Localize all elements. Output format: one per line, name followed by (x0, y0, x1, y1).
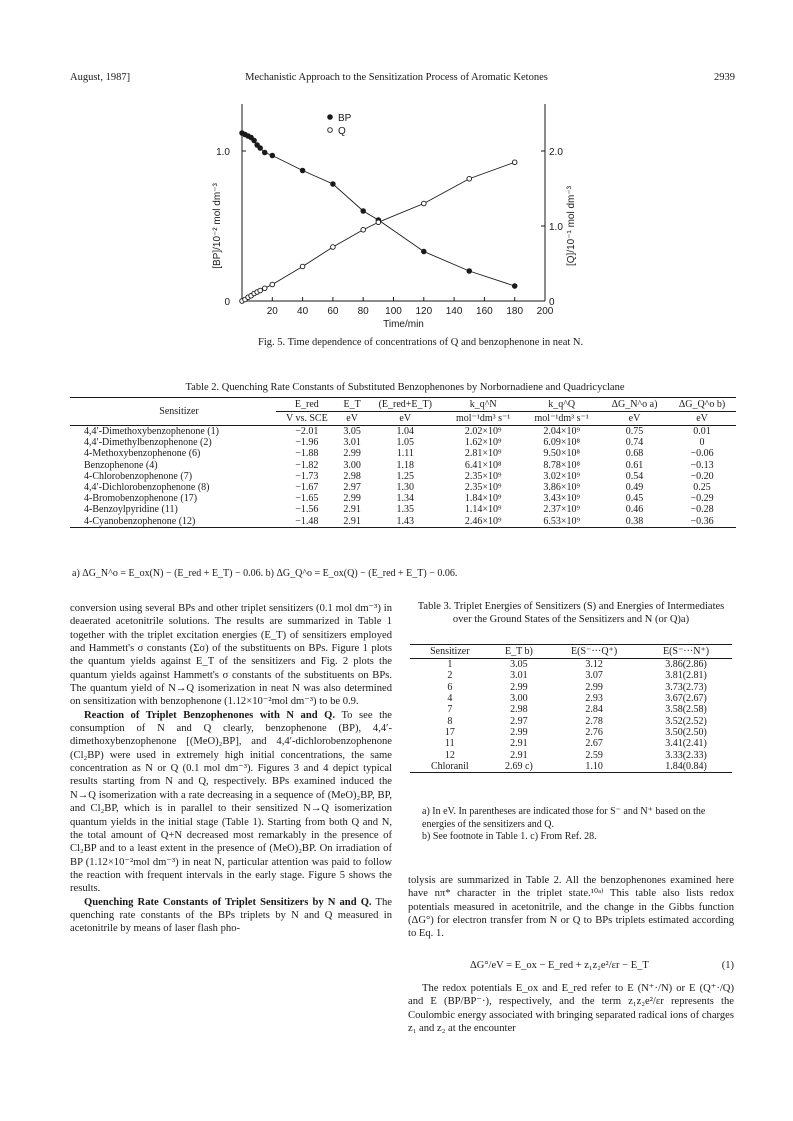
table-row (70, 516, 736, 528)
y-left-tick-label: 0 (224, 297, 230, 308)
table-cell: 0.25 (693, 482, 711, 494)
table-cell: −0.36 (690, 515, 714, 527)
table-cell: 3.86×10⁹ (543, 482, 580, 494)
table-cell: 4-Cyanobenzophenone (12) (84, 515, 196, 527)
x-tick-label: 60 (327, 306, 339, 317)
paragraph: conversion using several BPs and other triplet sensitizers (0.1 mol dm⁻³) in deaerated acetonitrile solutions. The results are summarized in Table 1 together with the triplet excitation energies (E_T) of sensitizers employed and Hammett's σ constants (Σσ) of the substituents on BPs. Figure 1 plots the quantum yields against E_T of the sensitizers and Fig. 2 plots the quantum yields against Hammett's σ constants of the substituents on BPs. The quantum yield of N→Q isomerization in neat N was also determined on sensitization with benzophenone (1.12×10⁻²mol dm⁻³) to be 0.9. (70, 603, 392, 708)
t2-header-dgq: ΔG_Q^o b) (678, 399, 726, 410)
table-cell: 3.05 (510, 659, 528, 671)
table-cell: Benzophenone (4) (84, 459, 158, 471)
table-cell: 2.99 (343, 448, 361, 460)
table-cell: 2.93 (585, 693, 603, 705)
table-row (70, 426, 736, 438)
table-cell: 3.50(2.50) (665, 726, 707, 738)
paragraph: The quenching rate constants of the BPs triplets by N and Q measured in acetonitrile by means of laser flash pho- (70, 896, 392, 935)
table-cell: 1.04 (396, 426, 415, 438)
data-point-bp (270, 153, 275, 158)
table-cell: 0.68 (625, 448, 644, 460)
table-cell: 2.67 (585, 738, 603, 750)
table-row (410, 670, 732, 681)
legend-marker-q (328, 128, 333, 133)
table-cell: 4,4′-Dimethylbenzophenone (2) (84, 437, 212, 449)
table-cell: 0.45 (625, 493, 644, 505)
data-point-bp (252, 138, 257, 143)
y-axis-right-label: [Q]/10⁻¹ mol dm⁻³ (566, 185, 577, 267)
table-cell: 2.98 (343, 470, 361, 482)
x-tick-label: 160 (476, 306, 493, 317)
figure-5-chart (200, 96, 580, 331)
table-cell: 1.11 (396, 448, 414, 460)
table-2 (70, 397, 736, 528)
table-cell: 4 (447, 693, 453, 705)
paragraph: tolysis are summarized in Table 2. All the benzophenones examined here have nπ* character in the triplet state.¹⁰ᵃ⁾ This table also lists redox potentials measured in acetonitrile, and the change in the Gibbs function (ΔG°) for electron transfer from N or Q to BPs triplets estimated according to Eq. 1. (408, 875, 734, 940)
data-point-bp (258, 146, 263, 151)
right-column-text-2 (408, 982, 734, 1035)
table-2-footnote: a) ΔG_N^o = E_ox(N) − (E_red + E_T) − 0.06. b) ΔG_Q^o = E_ox(Q) − (E_red + E_T) − 0.06. (72, 568, 458, 579)
t2-unit-et: eV (338, 412, 367, 426)
table-cell: −0.20 (690, 470, 714, 482)
t2-unit-sum: eV (367, 412, 444, 426)
t3-footnote-b: b) See footnote in Table 1. c) From Ref. 28. (422, 831, 597, 842)
table-cell: 2.81×10⁹ (464, 448, 502, 460)
table-cell: 1.84×10⁹ (464, 493, 502, 505)
x-tick-label: 120 (415, 306, 433, 317)
table-cell: 2.91 (343, 504, 361, 516)
table-cell: 2.91 (510, 749, 528, 761)
table-cell: −1.67 (295, 482, 319, 494)
table-cell: 3.58(2.58) (665, 704, 707, 716)
table-cell: 17 (444, 726, 455, 738)
table-cell: 1.34 (396, 493, 415, 505)
data-point-q (512, 160, 517, 165)
table-row (70, 460, 736, 471)
table-cell: 2.04×10⁹ (543, 426, 580, 438)
data-point-q (422, 201, 427, 206)
table-cell: 0.38 (625, 515, 644, 527)
y-right-tick-label: 1.0 (549, 222, 563, 233)
table-cell: 2.99 (343, 493, 361, 505)
table-3-footnote (422, 806, 734, 844)
table-cell: 2.99 (510, 726, 528, 738)
table-cell: 9.50×10⁸ (543, 448, 580, 460)
table-cell: 6.53×10⁹ (543, 515, 580, 527)
table-cell: 12 (444, 749, 455, 761)
data-point-bp (467, 269, 472, 274)
table-cell: 2 (447, 670, 453, 682)
table-cell: 1.43 (396, 515, 415, 527)
table-row (410, 659, 732, 671)
table-cell: −2.01 (295, 426, 319, 438)
t2-header-kn: k_q^N (469, 399, 497, 410)
table-row (410, 704, 732, 715)
t2-header-sum: (E_red+E_T) (378, 399, 432, 410)
data-point-q (258, 288, 263, 293)
page-number: 2939 (714, 72, 735, 83)
table-cell: 1.10 (585, 760, 603, 772)
table-cell: 11 (445, 738, 455, 750)
table-cell: −1.73 (295, 470, 319, 482)
table-cell: 3.67(2.67) (665, 693, 707, 705)
chart-marks (240, 131, 517, 304)
y-axis-left-label: [BP]/10⁻² mol dm⁻³ (212, 183, 223, 269)
table-cell: 3.00 (343, 459, 361, 471)
table-cell: −0.13 (690, 459, 714, 471)
series-line-bp (242, 133, 515, 286)
t2-header-sensitizer: Sensitizer (159, 406, 199, 417)
section-heading: Quenching Rate Constants of Triplet Sensitizers by N and Q. (84, 896, 372, 908)
table-row (70, 471, 736, 482)
x-tick-label: 40 (297, 306, 309, 317)
right-column-text (408, 874, 734, 941)
table-row (410, 693, 732, 704)
y-right-tick-label: 0 (549, 297, 555, 308)
table-cell: 3.00 (510, 693, 528, 705)
table-cell: 3.01 (510, 670, 528, 682)
y-left-tick-label: 1.0 (216, 147, 230, 158)
table-cell: 2.99 (510, 681, 528, 693)
table-cell: 3.01 (343, 437, 361, 449)
table-cell: 4-Benzoylpyridine (11) (84, 504, 178, 516)
data-point-q (270, 282, 275, 287)
table-cell: 3.41(2.41) (665, 738, 707, 750)
table-row (410, 715, 732, 726)
table-cell: 2.97 (343, 482, 361, 494)
equation-number: (1) (721, 960, 734, 971)
table-cell: 2.35×10⁹ (464, 482, 502, 494)
data-point-bp (422, 249, 427, 254)
table-row (70, 493, 736, 504)
table-3 (410, 644, 732, 773)
table-cell: 2.69 c) (505, 760, 533, 772)
table-cell: Chloranil (430, 760, 469, 772)
table-row (70, 482, 736, 493)
table-cell: 2.46×10⁹ (464, 515, 502, 527)
table-cell: −0.06 (690, 448, 714, 460)
table-cell: 2.59 (585, 749, 603, 761)
table-cell: 8 (447, 715, 453, 727)
equation-1 (470, 960, 734, 971)
table-row (70, 504, 736, 515)
table-cell: −1.82 (295, 459, 319, 471)
data-point-bp (512, 284, 517, 289)
table-cell: 3.07 (585, 670, 603, 682)
t3-header: Sensitizer (430, 646, 470, 657)
table-row (410, 682, 732, 693)
table-cell: −1.88 (295, 448, 319, 460)
table-cell: 2.99 (585, 681, 603, 693)
table-cell: 4,4′-Dimethoxybenzophenone (1) (84, 426, 219, 438)
table-cell: 0.54 (625, 470, 644, 482)
t2-header-dgn: ΔG_N^o a) (611, 399, 658, 410)
table-cell: −0.29 (690, 493, 714, 505)
x-tick-label: 140 (445, 306, 463, 317)
table-cell: 3.81(2.81) (665, 670, 707, 682)
table-row (70, 437, 736, 448)
table-cell: 0.61 (625, 459, 644, 471)
table-cell: 8.78×10⁸ (543, 459, 580, 471)
table-3-title: Table 3. Triplet Energies of Sensitizers (S) and Energies of Intermediates over the Ground States of the Sensitizers and N (or Q)a) (417, 601, 725, 625)
t3-footnote-a: a) In eV. In parentheses are indicated those for S⁻ and N⁺ based on the energies of the sensitizers and Q. (422, 806, 706, 830)
x-tick-label: 180 (506, 306, 524, 317)
table-cell: −1.48 (295, 515, 319, 527)
t2-unit-kq: mol⁻¹dm³ s⁻¹ (522, 412, 601, 426)
x-tick-label: 80 (357, 306, 369, 317)
t3-header: E_T b) (504, 646, 533, 657)
data-point-bp (300, 168, 305, 173)
table-cell: 0.01 (693, 426, 711, 438)
t2-unit-kn: mol⁻¹dm³ s⁻¹ (444, 412, 523, 426)
table-cell: 6.09×10⁸ (543, 437, 580, 449)
table-cell: 3.52(2.52) (665, 715, 707, 727)
table-cell: 1.84(0.84) (665, 760, 707, 772)
t2-unit-dgq: eV (668, 412, 736, 426)
table-cell: 1.25 (396, 470, 415, 482)
figure-5-caption: Fig. 5. Time dependence of concentrations of Q and benzophenone in neat N. (258, 337, 584, 348)
table-cell: 2.97 (510, 715, 528, 727)
table-cell: 6 (447, 681, 453, 693)
table-cell: −1.65 (295, 493, 319, 505)
table-cell: 2.91 (343, 515, 361, 527)
chart-legend (328, 113, 352, 137)
data-point-q (376, 220, 381, 225)
data-point-q (361, 227, 366, 232)
table-cell: 1.05 (396, 437, 415, 449)
table-cell: 3.33(2.33) (665, 749, 707, 761)
table-cell: 2.78 (585, 715, 603, 727)
data-point-bp (262, 150, 267, 155)
table-cell: −1.56 (295, 504, 319, 516)
table-cell: 3.73(2.73) (665, 681, 707, 693)
data-point-q (331, 245, 336, 250)
running-header-title: Mechanistic Approach to the Sensitization Process of Aromatic Ketones (245, 72, 548, 83)
table-cell: 3.02×10⁹ (543, 470, 580, 482)
table-cell: 0.75 (625, 426, 644, 438)
table-cell: 3.12 (585, 659, 603, 671)
table-cell: 1.18 (396, 459, 415, 471)
series-line-q (242, 162, 515, 301)
table-row (70, 448, 736, 459)
table-row (410, 761, 732, 773)
running-header-left: August, 1987] (70, 72, 131, 83)
x-axis-label: Time/min (383, 319, 424, 330)
data-point-bp (331, 182, 336, 187)
table-cell: 4-Methoxybenzophenone (6) (84, 448, 201, 460)
table-cell: 7 (447, 704, 453, 716)
table-cell: 1.62×10⁹ (464, 437, 502, 449)
data-point-bp (361, 209, 366, 214)
table-cell: 4,4′-Dichlorobenzophenone (8) (84, 482, 210, 494)
x-tick-label: 200 (536, 306, 554, 317)
t3-header: E(S⁻···N⁺) (662, 646, 710, 657)
table-cell: 0.46 (625, 504, 644, 516)
x-tick-label: 100 (385, 306, 402, 317)
table-cell: −0.28 (690, 504, 714, 516)
data-point-q (467, 176, 472, 181)
table-cell: 3.86(2.86) (665, 659, 707, 671)
table-cell: 4-Bromobenzophenone (17) (84, 493, 198, 505)
t2-header-ered: E_red (294, 399, 319, 410)
legend-label-q: Q (338, 126, 346, 137)
table-cell: 2.98 (510, 704, 528, 716)
table-cell: 0.74 (625, 437, 644, 449)
t2-unit-ered: V vs. SCE (276, 412, 338, 426)
section-heading: Reaction of Triplet Benzophenones with N and Q. (84, 709, 336, 721)
paragraph: To see the consumption of N and Q clearly, benzophenone (BP), 4,4′-dimethoxybenzophenone [(MeO)₂BP], and 4,4′-dichlorobenzophenone (Cl₂BP) were used in extremely high initial concentrations, the same concentration as N or Q (0.1 mol dm⁻³). Figures 3 and 4 depict typical results starting from N and Q, respectively. BPs examined induced the N→Q isomerization with a rate decreasing in a sequence of (MeO)₂BP, BP, and Cl₂BP, which is in parallel to their sensitized N→Q isomerization quantum yields in the initial stage (Table 1). Starting from both Q and N, the total amount of Q+N decreased most remarkably in the presence of Cl₂BP and to a least extent in the presence of (MeO)₂BP. On irradiation of BP (1.12×10⁻²mol dm⁻³) in neat N, particular attention was paid to follow the reaction with frequent intervals in the early stage. Figure 5 shows the results. (70, 709, 393, 895)
legend-marker-bp (328, 115, 333, 120)
table-cell: 2.37×10⁹ (543, 504, 580, 516)
table-cell: 1.35 (396, 504, 415, 516)
table-row (410, 749, 732, 760)
table-row (410, 727, 732, 738)
table-cell: 2.91 (510, 738, 528, 750)
table-cell: 2.35×10⁹ (464, 470, 502, 482)
table-cell: 2.02×10⁹ (464, 426, 502, 438)
table-cell: 2.76 (585, 726, 603, 738)
left-column-text (70, 602, 392, 936)
table-cell: 2.84 (585, 704, 603, 716)
t3-header: E(S⁻···Q⁺) (571, 646, 618, 657)
table-2-title: Table 2. Quenching Rate Constants of Substituted Benzophenones by Norbornadiene and Quadricyclane (185, 382, 625, 393)
data-point-q (262, 286, 267, 291)
table-cell: 0 (699, 437, 705, 449)
table-cell: 4-Chlorobenzophenone (7) (84, 470, 193, 482)
table-cell: −1.96 (295, 437, 319, 449)
t2-unit-dgn: eV (601, 412, 668, 426)
x-tick-label: 20 (266, 306, 278, 317)
table-cell: 3.05 (343, 426, 361, 438)
paragraph: The redox potentials E_ox and E_red refer to E (N⁺·/N) or E (Q⁺·/Q) and E (BP/BP⁻·), respectively, and the term z₁z₂e²/εr represents the Coulombic energy associated with bringing separated radical ions of charges z₁ and z₂ at the encounter (408, 983, 734, 1035)
table-cell: 1.14×10⁹ (464, 504, 502, 516)
table-cell: 1.30 (396, 482, 415, 494)
table-cell: 1 (447, 659, 453, 671)
chart-axes (212, 104, 577, 330)
equation-text: ΔG°/eV = E_ox − E_red + z₁z₂e²/εr − E_T (470, 960, 649, 971)
legend-label-bp: BP (338, 113, 352, 124)
table-row (410, 738, 732, 749)
t2-header-kq: k_q^Q (548, 399, 576, 410)
y-right-tick-label: 2.0 (549, 147, 563, 158)
t2-header-et: E_T (343, 399, 361, 410)
table-cell: 0.49 (625, 482, 644, 494)
table-cell: 3.43×10⁹ (543, 493, 580, 505)
table-cell: 6.41×10⁸ (464, 459, 502, 471)
data-point-q (300, 264, 305, 269)
